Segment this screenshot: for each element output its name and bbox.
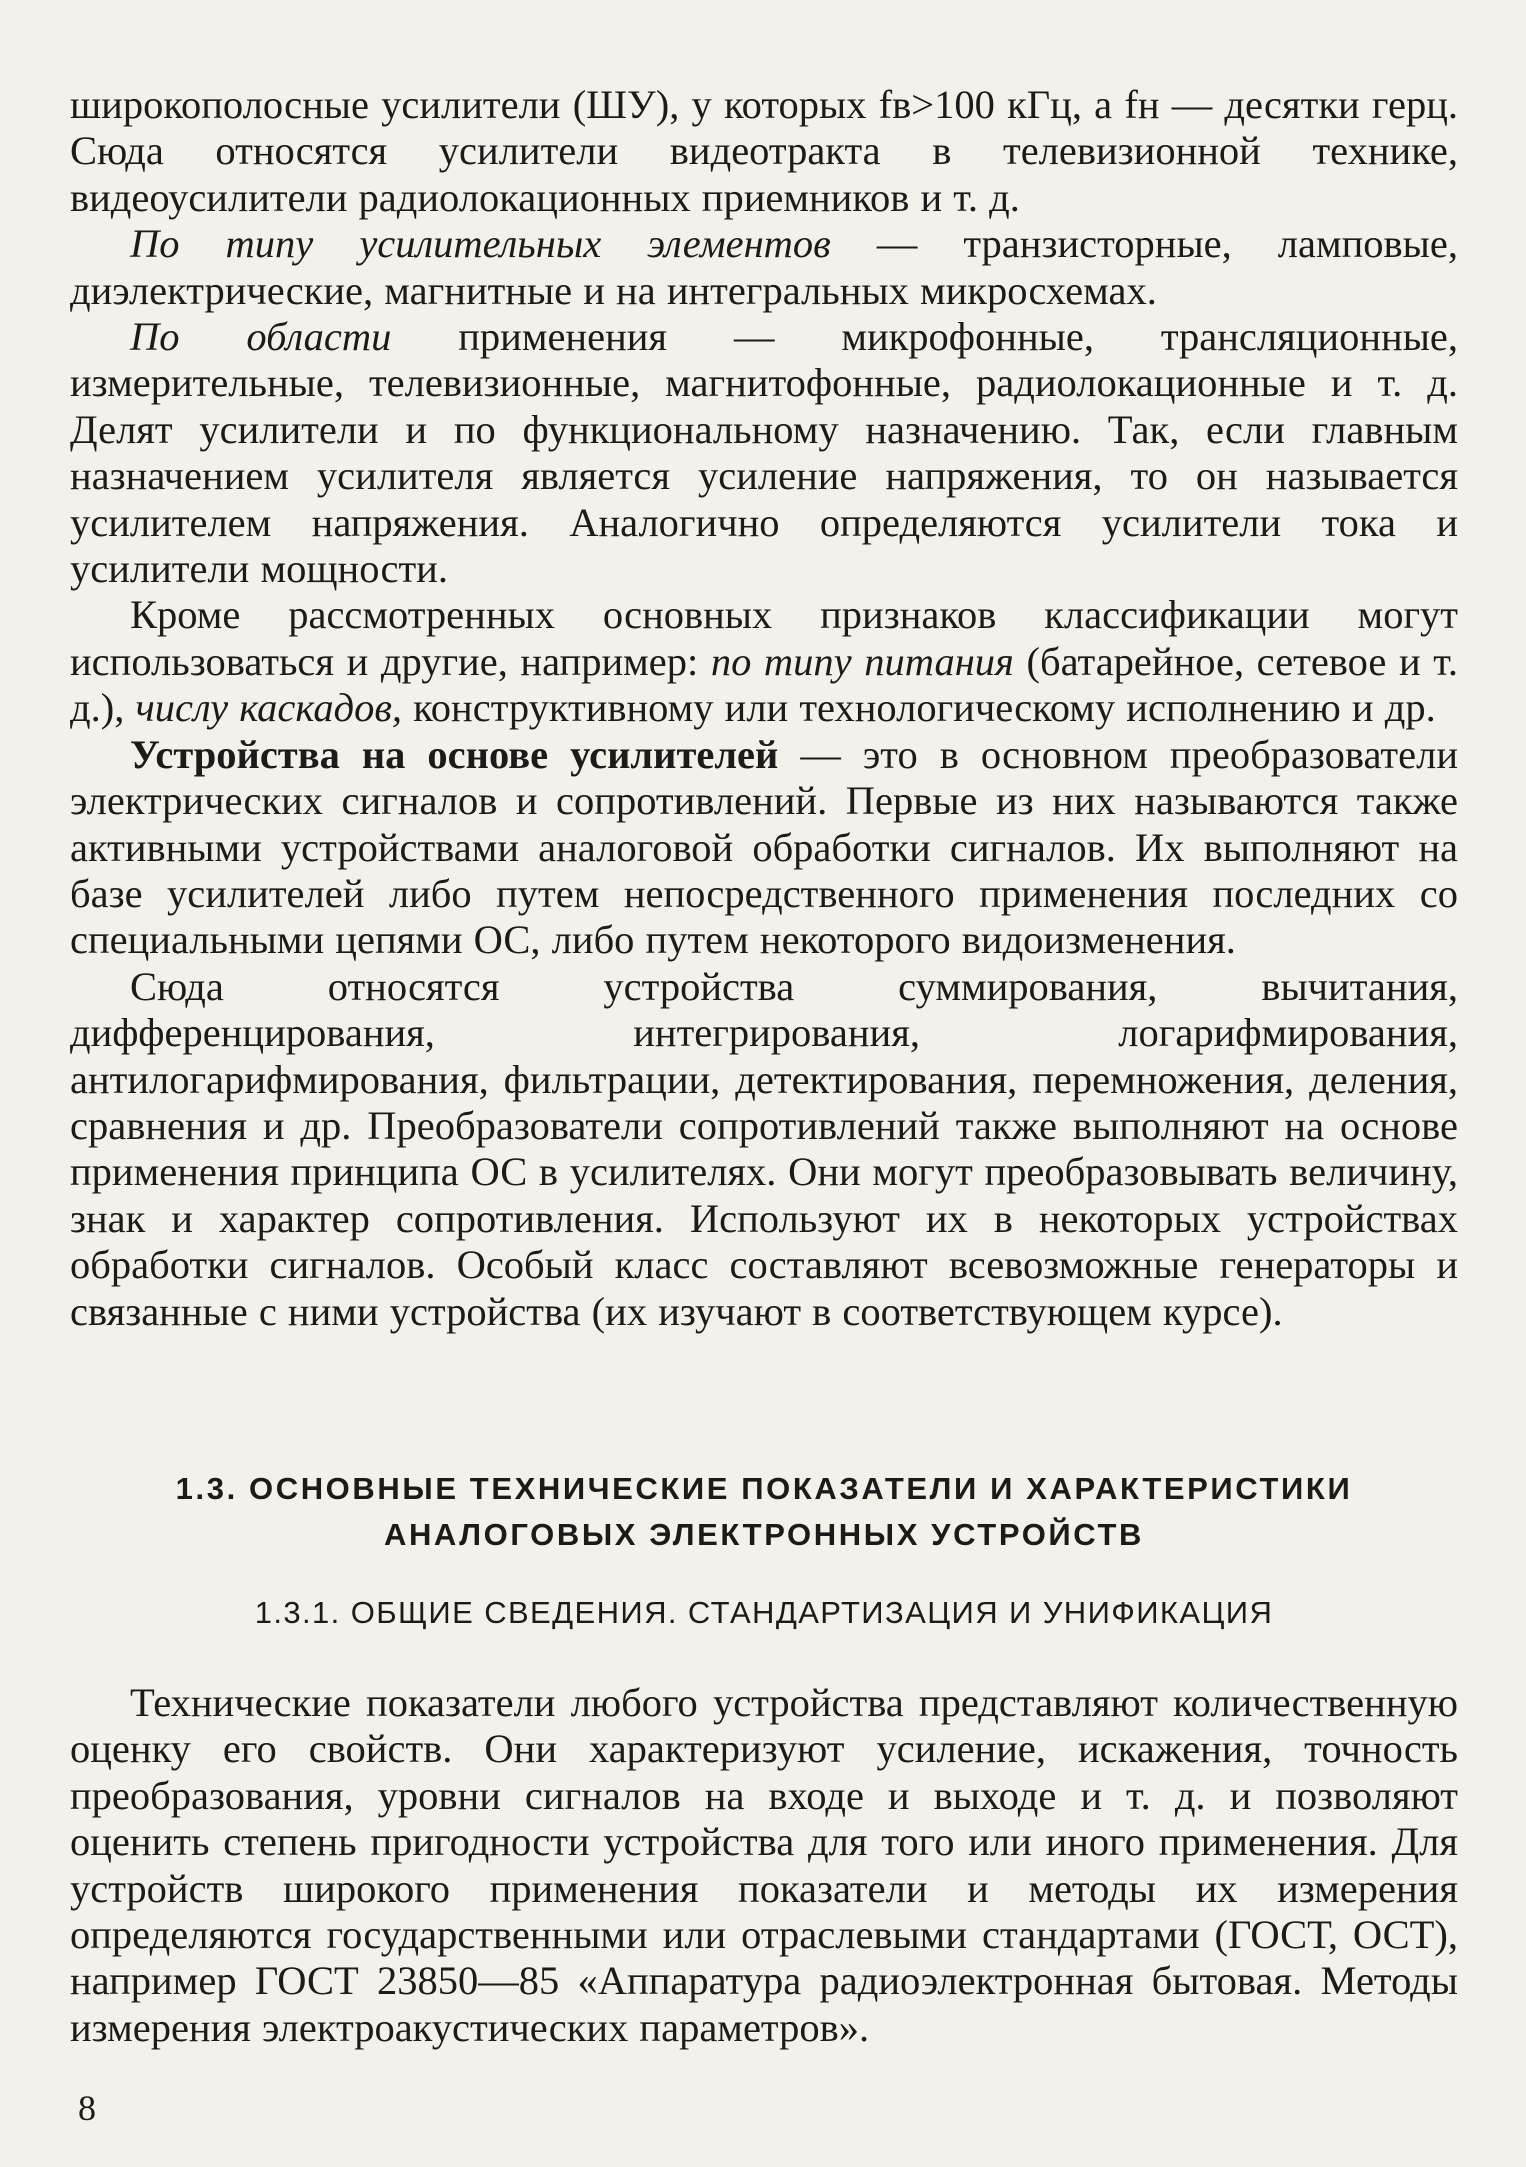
- intro-text-block: [70, 82, 1458, 1335]
- paragraph-amplifier-devices: [70, 732, 1458, 964]
- emphasis-stage-count: числу каскадов,: [135, 685, 403, 731]
- page-number: 8: [78, 2088, 96, 2128]
- body-text-block: [70, 1680, 1458, 2051]
- paragraph-text: Кроме рассмотренных основных признаков классификации могут использоваться и другие, например:: [70, 592, 1458, 684]
- paragraph-application-area: [70, 314, 1458, 592]
- term-amplifier-devices: Устройства на основе усилителей: [130, 731, 779, 777]
- paragraph-text: — транзисторные, ламповые, диэлектрические, магнитные и на интегральных микросхемах.: [70, 221, 1458, 313]
- paragraph-broadband-amplifiers: широкополосные усилители (ШУ), у которых fв>100 кГц, а fн — десятки герц. Сюда относятся усилители видеотракта в телевизионной технике, видеоусилители радиолокационных приемников и т. д.: [70, 82, 1458, 220]
- paragraph-text: (батарейное, сетевое и т. д.),: [70, 638, 1458, 731]
- emphasis-power-type: по типу питания: [710, 638, 1014, 684]
- paragraph-technical-indicators: Технические показатели любого устройства представляют количественную оценку его свойств. Они характеризуют усиление, искажения, точность преобразования, уровни сигналов на входе и выходе и т. д. и позволяют оценить степень пригодности устройства для того или иного применения. Для устройств широкого применения показатели и методы их измерения определяются государственными или отраслевыми стандартами (ГОСТ, ОСТ), например ГОСТ 23850—85 «Аппаратура радиоэлектронная бытовая. Методы измерения электроакустических параметров».: [70, 1680, 1458, 2050]
- emphasis-application-area: По области: [130, 314, 392, 360]
- paragraph-amplifying-elements: [70, 221, 1458, 314]
- section-heading: [70, 1466, 1458, 1558]
- paragraph-text: конструктивному или технологическому исполнению и др.: [402, 685, 1436, 731]
- section-heading-line-2: АНАЛОГОВЫХ ЭЛЕКТРОННЫХ УСТРОЙСТВ: [383, 1517, 1145, 1552]
- paragraph-text: применения — микрофонные, трансляционные, измерительные, телевизионные, магнитофонные, радиолокационные и т. д. Делят усилители и по функциональному назначению. Так, если главным назначением усилителя является усиление напряжения, то он называется усилителем напряжения. Аналогично определяются усилители тока и усилители мощности.: [70, 314, 1459, 592]
- section-heading-line-1: 1.3. ОСНОВНЫЕ ТЕХНИЧЕСКИЕ ПОКАЗАТЕЛИ И ХАРАКТЕРИСТИКИ: [175, 1471, 1353, 1506]
- paragraph-text: — это в основном преобразователи электрических сигналов и сопротивлений. Первые из них называются также активными устройствами аналоговой обработки сигналов. Их выполняют на базе усилителей либо путем непосредственного применения последних со специальными цепями ОС, либо путем некоторого видоизменения.: [70, 731, 1458, 963]
- emphasis-element-type: По типу усилительных элементов: [130, 221, 831, 267]
- subsection-heading: 1.3.1. ОБЩИЕ СВЕДЕНИЯ. СТАНДАРТИЗАЦИЯ И УНИФИКАЦИЯ: [254, 1595, 1274, 1630]
- paragraph-device-types: Сюда относятся устройства суммирования, вычитания, дифференцирования, интегрирования, логарифмирования, антилогарифмирования, фильтрации, детектирования, перемножения, деления, сравнения и др. Преобразователи сопротивлений также выполняют на основе применения принципа ОС в усилителях. Они могут преобразовывать величину, знак и характер сопротивления. Используют их в некоторых устройствах обработки сигналов. Особый класс составляют всевозможные генераторы и связанные с ними устройства (их изучают в соответствующем курсе).: [70, 963, 1458, 1334]
- paragraph-other-classification: [70, 592, 1458, 731]
